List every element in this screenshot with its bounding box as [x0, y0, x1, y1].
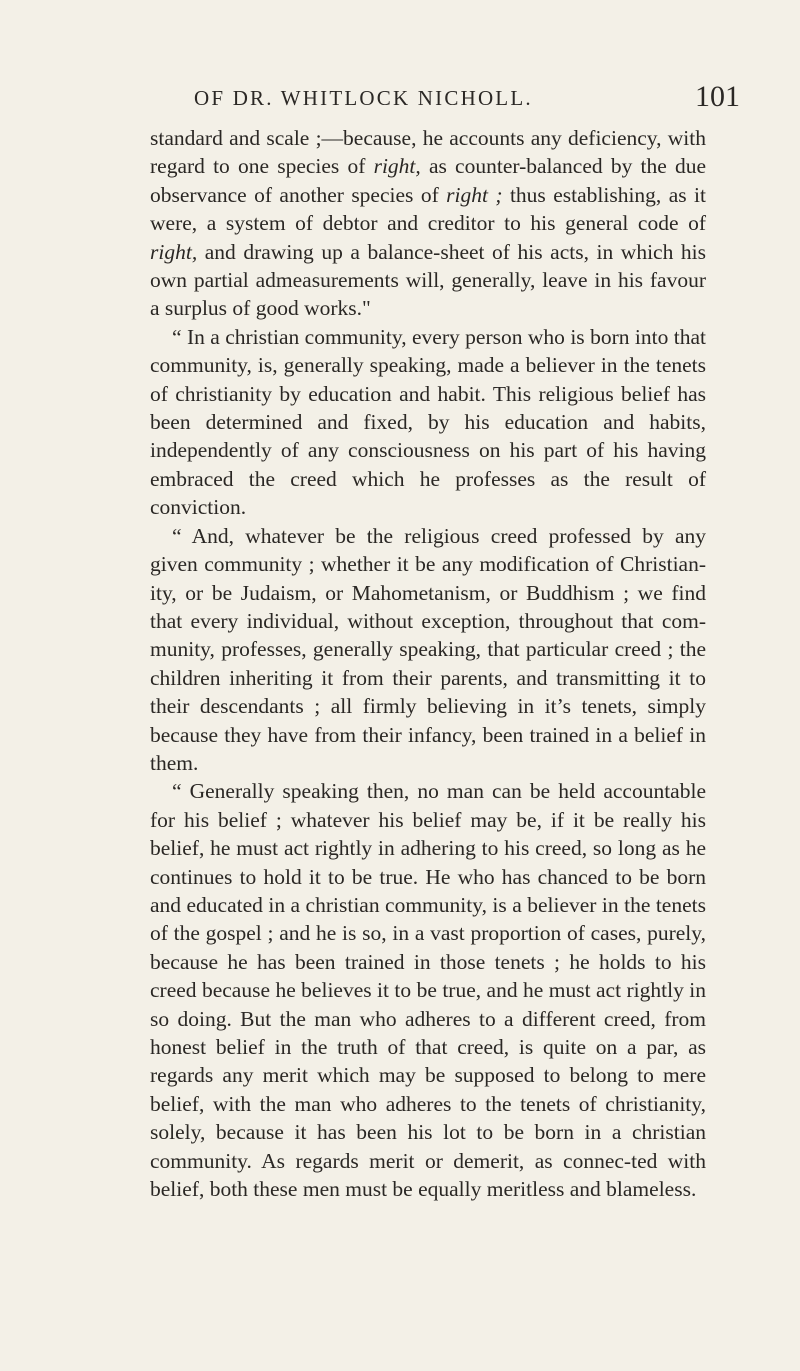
text-segment: thus establishing, as it were, a system of debtor and creditor to his general code of	[150, 182, 706, 236]
text-segment: “ Generally speaking then, no man can be held accountable for his belief ; whatever his belief may be, if it be really his belief, he must act rightly in adhering to his creed, so long as he continues to hold it to be true. He who has chanced to be born and educated in a christian community, is a believer in the tenets of the gospel ; and he is so, in a vast proportion of cases, purely, because he has been trained in those tenets ; he holds to his creed because he believes it to be true, and he must act rightly in so doing. But the man who adheres to a different creed, from honest belief in the truth of that creed, is quite on a par, as regards any merit which may be supposed to belong to mere belief, with the man who adheres to the tenets of christianity, solely, because it has been his lot to be born in a christian community. As regards merit or demerit, as connec-ted with belief, both these men must be equally meritless and blameless.	[150, 779, 706, 1202]
paragraph	[150, 124, 706, 323]
text-segment: as counter-balanced by the due observance of another species of	[150, 154, 706, 207]
text-segment: and drawing up a balance-sheet of his acts, in which his own partial admeasurements will, generally, leave in his favour a surplus of good works."	[150, 239, 706, 321]
running-head	[150, 80, 740, 124]
text-segment: “ And, whatever be the religious creed professed by any given community ; whether it be any modification of Christian-ity, or be Judaism, or Mahometanism, or Buddhism ; we find that every individual, without exception, throughout that com-munity, professes, generally speaking, that particular creed ; the children inheriting it from their parents, and transmitting it to their descendants ; all firmly believing in it’s tenets, simply because they have from their infancy, been trained in a belief in them.	[150, 523, 706, 775]
paragraph	[150, 777, 706, 1203]
page-number: 101	[695, 80, 740, 113]
text-segment: standard and scale ;—because, he accounts any deficiency, with regard to one species of	[150, 126, 706, 179]
running-head-title: OF DR. WHITLOCK NICHOLL.	[194, 86, 533, 110]
italic-term: right,	[373, 154, 421, 179]
paragraph	[150, 522, 706, 778]
italic-term: right,	[150, 239, 198, 264]
italic-term: right ;	[446, 182, 503, 207]
text-segment: “ In a christian community, every person who is born into that community, is, generally speaking, made a believer in the tenets of christianity by education and habit. This religious belief has been determined and fixed, by his education and habits, independently of any consciousness on his part of his having embraced the creed which he professes as the result of conviction.	[150, 324, 706, 520]
paragraph	[150, 323, 706, 522]
body-text	[150, 124, 706, 1203]
